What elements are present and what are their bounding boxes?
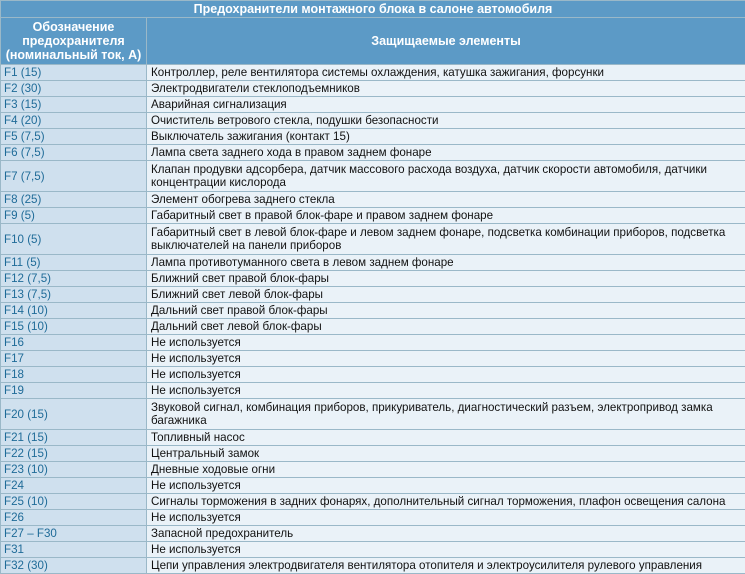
table-row: [1, 255, 745, 271]
fuse-designation: F32 (30): [1, 558, 147, 574]
table-row: [1, 542, 745, 558]
fuse-designation: F19: [1, 383, 147, 399]
fuse-designation: F15 (10): [1, 319, 147, 335]
table-row: [1, 224, 745, 255]
table-row: [1, 351, 745, 367]
fuse-designation: F5 (7,5): [1, 129, 147, 145]
protected-elements: Контроллер, реле вентилятора системы охлаждения, катушка зажигания, форсунки: [147, 65, 745, 81]
fuse-designation: F11 (5): [1, 255, 147, 271]
protected-elements: Выключатель зажигания (контакт 15): [147, 129, 745, 145]
fuse-designation: F4 (20): [1, 113, 147, 129]
protected-elements: Не используется: [147, 542, 745, 558]
table-row: [1, 430, 745, 446]
table-row: [1, 65, 745, 81]
table-row: [1, 192, 745, 208]
fuse-designation: F24: [1, 478, 147, 494]
fuse-designation: F20 (15): [1, 399, 147, 430]
table-title: Предохранители монтажного блока в салоне автомобиля: [1, 1, 745, 18]
table-row: [1, 383, 745, 399]
protected-elements: Очиститель ветрового стекла, подушки безопасности: [147, 113, 745, 129]
table-row: [1, 510, 745, 526]
protected-elements: Не используется: [147, 351, 745, 367]
table-row: [1, 494, 745, 510]
fuse-designation: F3 (15): [1, 97, 147, 113]
fuse-designation: F22 (15): [1, 446, 147, 462]
table-row: [1, 558, 745, 574]
fuse-designation: F31: [1, 542, 147, 558]
protected-elements: Лампа света заднего хода в правом заднем фонаре: [147, 145, 745, 161]
table-row: [1, 271, 745, 287]
fuse-designation: F25 (10): [1, 494, 147, 510]
protected-elements: Ближний свет левой блок-фары: [147, 287, 745, 303]
protected-elements: Клапан продувки адсорбера, датчик массового расхода воздуха, датчик скорости автомобиля, датчики концентрации кислорода: [147, 161, 745, 192]
fuse-designation: F27 – F30: [1, 526, 147, 542]
protected-elements: Не используется: [147, 383, 745, 399]
protected-elements: Габаритный свет в правой блок-фаре и правом заднем фонаре: [147, 208, 745, 224]
protected-elements: Электродвигатели стеклоподъемников: [147, 81, 745, 97]
protected-elements: Аварийная сигнализация: [147, 97, 745, 113]
table-row: [1, 319, 745, 335]
protected-elements: Не используется: [147, 478, 745, 494]
fuse-designation: F23 (10): [1, 462, 147, 478]
fuse-designation: F16: [1, 335, 147, 351]
fuse-designation: F13 (7,5): [1, 287, 147, 303]
protected-elements: Дальний свет правой блок-фары: [147, 303, 745, 319]
fuse-designation: F8 (25): [1, 192, 147, 208]
table-row: [1, 97, 745, 113]
fuse-designation: F14 (10): [1, 303, 147, 319]
protected-elements: Ближний свет правой блок-фары: [147, 271, 745, 287]
protected-elements: Не используется: [147, 335, 745, 351]
fuse-designation: F17: [1, 351, 147, 367]
table-row: [1, 478, 745, 494]
protected-elements: Габаритный свет в левой блок-фаре и левом заднем фонаре, подсветка комбинации приборов, подсветка выключателей на панели приборов: [147, 224, 745, 255]
protected-elements: Не используется: [147, 367, 745, 383]
table-row: [1, 367, 745, 383]
protected-elements: Не используется: [147, 510, 745, 526]
table-title-row: [1, 1, 745, 18]
fuse-designation: F21 (15): [1, 430, 147, 446]
table-row: [1, 113, 745, 129]
table-row: [1, 446, 745, 462]
fuse-designation: F18: [1, 367, 147, 383]
table-row: [1, 145, 745, 161]
column-header-elements: Защищаемые элементы: [147, 18, 745, 65]
protected-elements: Сигналы торможения в задних фонарях, дополнительный сигнал торможения, плафон освещения салона: [147, 494, 745, 510]
table-row: [1, 129, 745, 145]
table-row: [1, 81, 745, 97]
table-row: [1, 399, 745, 430]
protected-elements: Центральный замок: [147, 446, 745, 462]
fuse-designation: F10 (5): [1, 224, 147, 255]
fuse-designation: F9 (5): [1, 208, 147, 224]
table-row: [1, 303, 745, 319]
protected-elements: Лампа противотуманного света в левом заднем фонаре: [147, 255, 745, 271]
fuse-designation: F12 (7,5): [1, 271, 147, 287]
fuse-designation: F6 (7,5): [1, 145, 147, 161]
protected-elements: Топливный насос: [147, 430, 745, 446]
table-row: [1, 526, 745, 542]
table-body: [1, 65, 745, 574]
fuse-designation: F1 (15): [1, 65, 147, 81]
protected-elements: Дневные ходовые огни: [147, 462, 745, 478]
table-row: [1, 208, 745, 224]
table-row: [1, 335, 745, 351]
fuse-designation: F2 (30): [1, 81, 147, 97]
table-row: [1, 287, 745, 303]
protected-elements: Элемент обогрева заднего стекла: [147, 192, 745, 208]
protected-elements: Запасной предохранитель: [147, 526, 745, 542]
protected-elements: Звуковой сигнал, комбинация приборов, прикуриватель, диагностический разъем, электропривод замка багажника: [147, 399, 745, 430]
table-row: [1, 462, 745, 478]
fuse-designation: F7 (7,5): [1, 161, 147, 192]
column-header-fuse: Обозначение предохранителя (номинальный ток, А): [1, 18, 147, 65]
protected-elements: Дальний свет левой блок-фары: [147, 319, 745, 335]
protected-elements: Цепи управления электродвигателя вентилятора отопителя и электроусилителя рулевого управления: [147, 558, 745, 574]
fuse-designation: F26: [1, 510, 147, 526]
table-row: [1, 161, 745, 192]
table-header-row: [1, 18, 745, 65]
